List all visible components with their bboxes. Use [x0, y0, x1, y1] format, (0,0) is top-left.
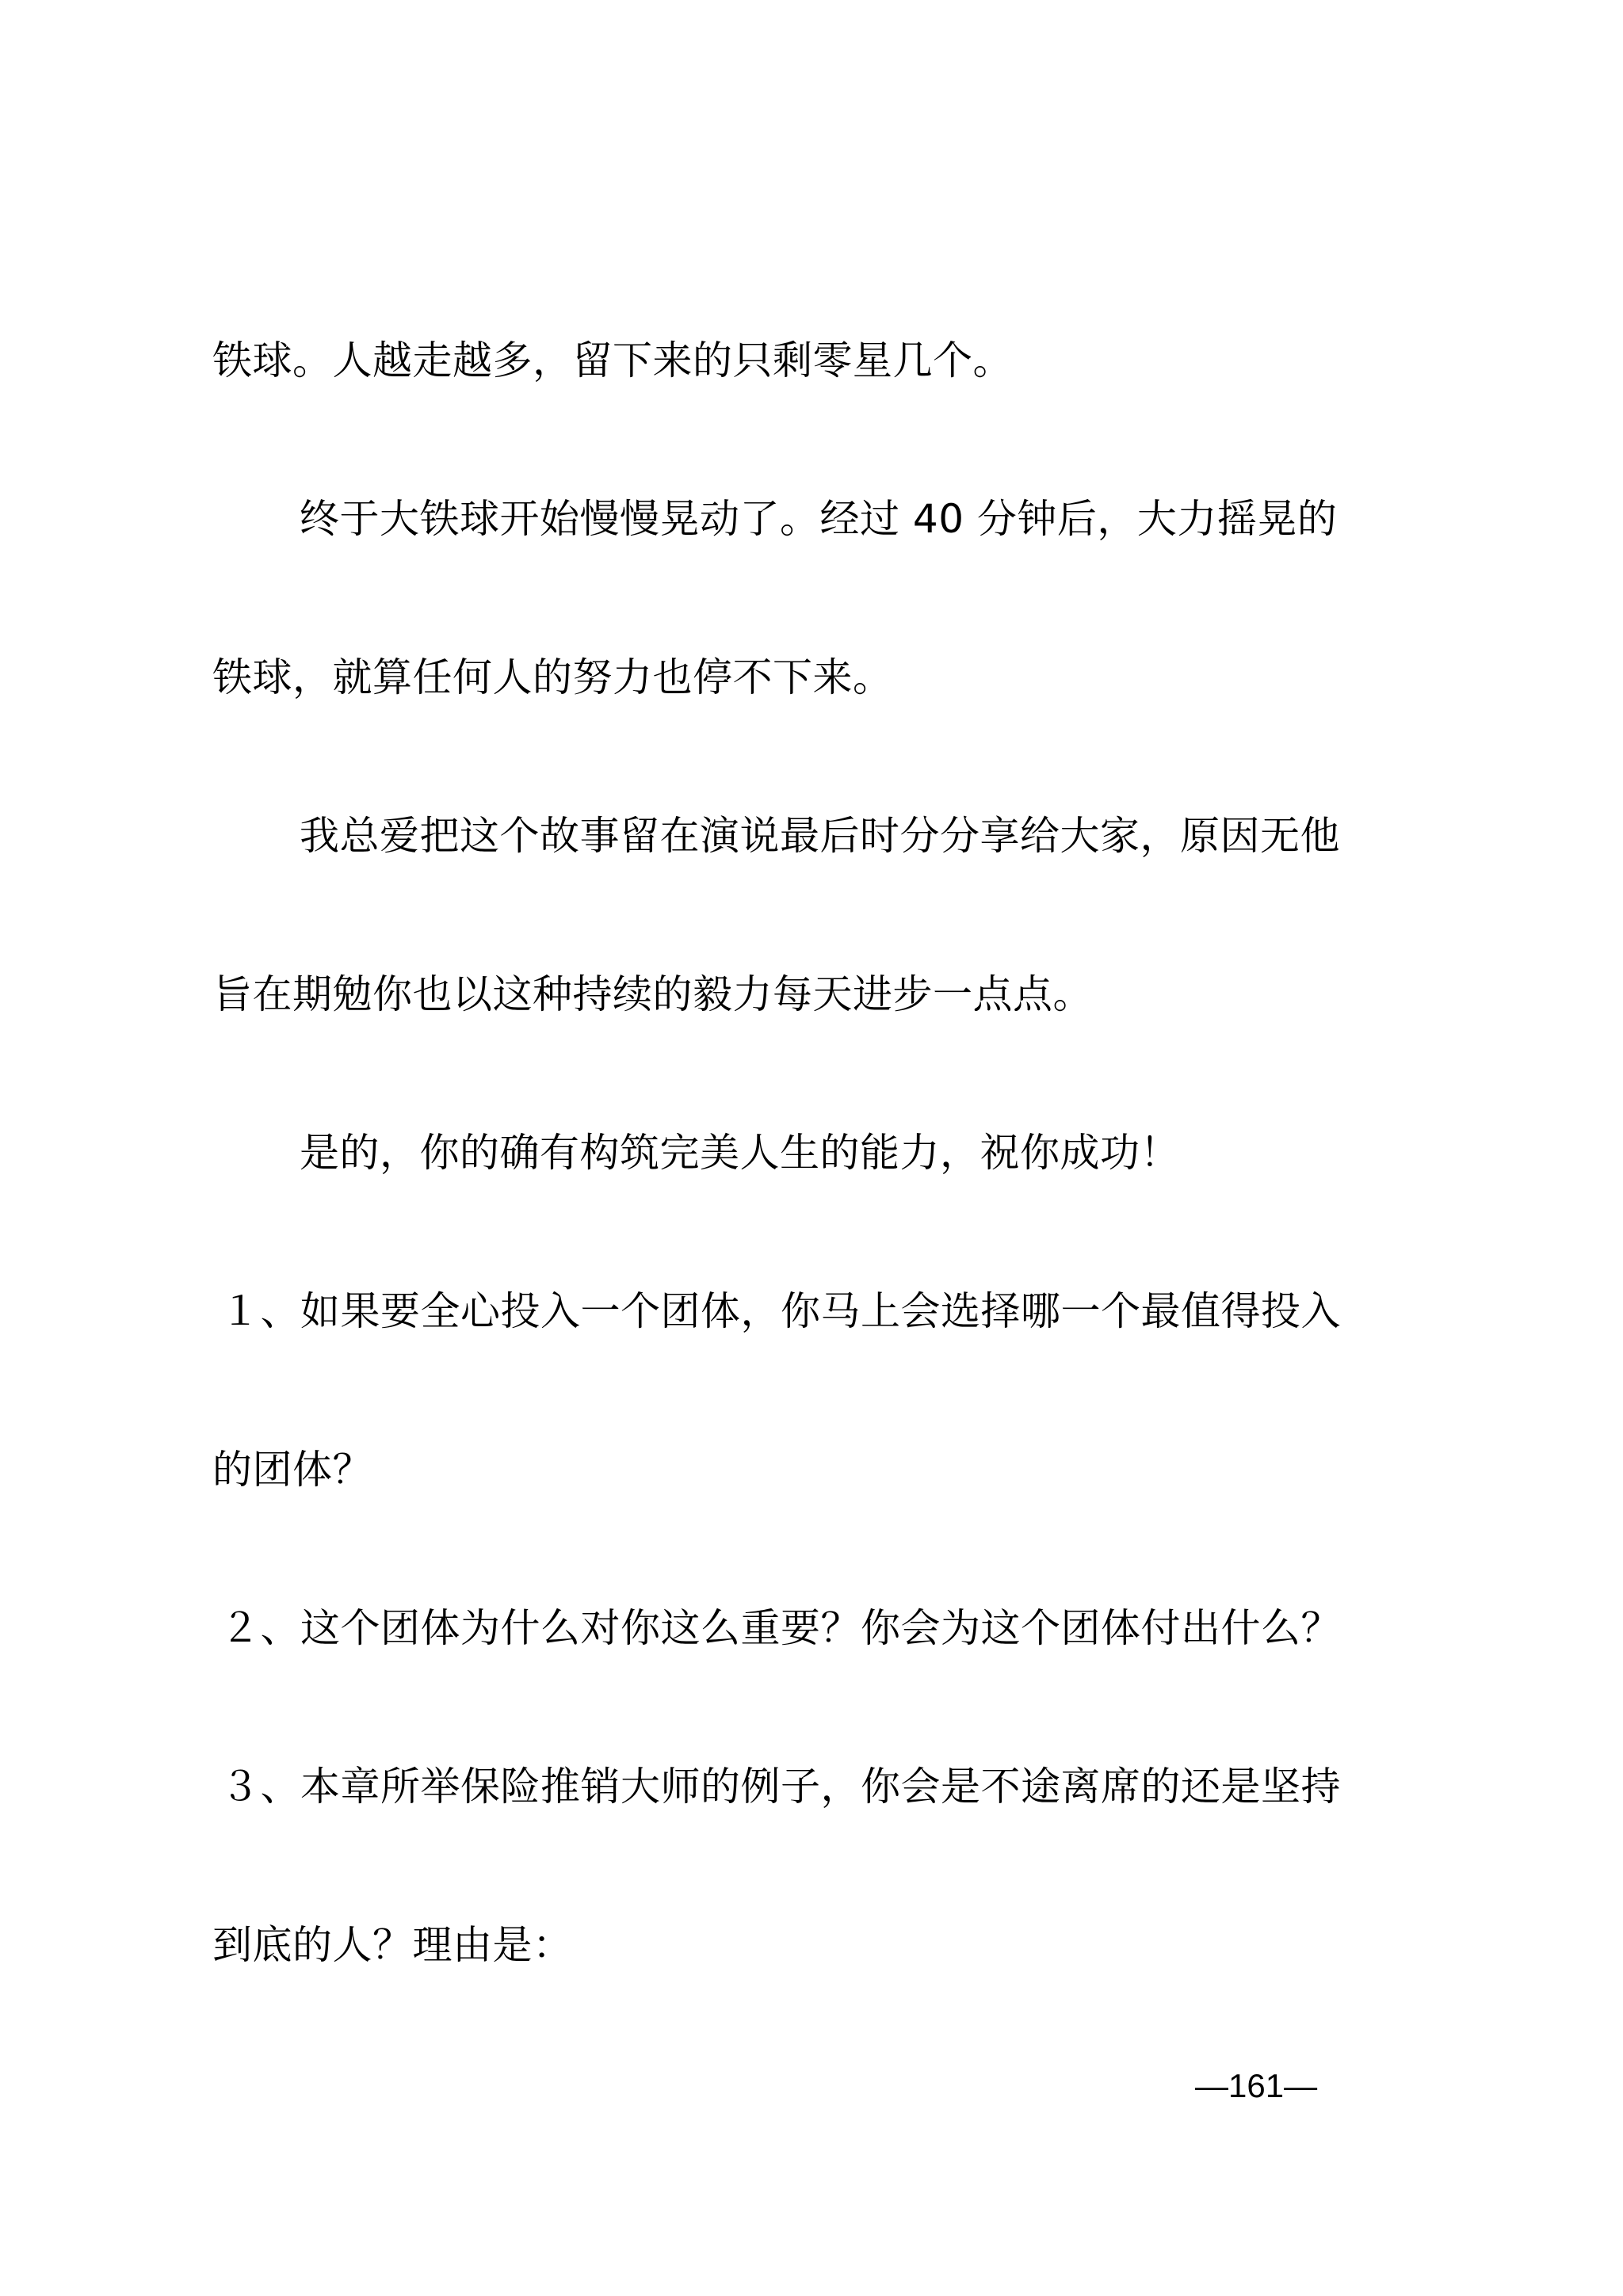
text-line-5: 旨在期勉你也以这种持续的毅力每天进步一点点。 — [212, 971, 1093, 1017]
text-line-6: 是的，你的确有构筑完美人生的能力，祝你成功！ — [300, 1130, 1180, 1176]
question-3-line-1: ３、本章所举保险推销大师的例子，你会是不途离席的还是坚持 — [220, 1764, 1341, 1810]
page-number: —161— — [1195, 2067, 1318, 2104]
text-line-3: 铁球，就算任何人的努力也停不下来。 — [212, 654, 893, 700]
question-1-line-2: 的团体？ — [212, 1447, 372, 1493]
text-line-4: 我总爱把这个故事留在演说最后时分分享给大家，原因无他 — [300, 813, 1340, 859]
text-line-2: 终于大铁球开始慢慢晃动了。经过 40 分钟后，大力摇晃的 — [300, 496, 1338, 542]
question-3-line-2: 到底的人？理由是： — [212, 1922, 573, 1968]
question-1-line-1: １、如果要全心投入一个团体，你马上会选择哪一个最值得投入 — [220, 1288, 1341, 1334]
text-line-1: 铁球。人越走越多，留下来的只剩零星几个。 — [212, 338, 1013, 383]
question-2: ２、这个团体为什么对你这么重要？你会为这个团体付出什么？ — [220, 1605, 1341, 1651]
